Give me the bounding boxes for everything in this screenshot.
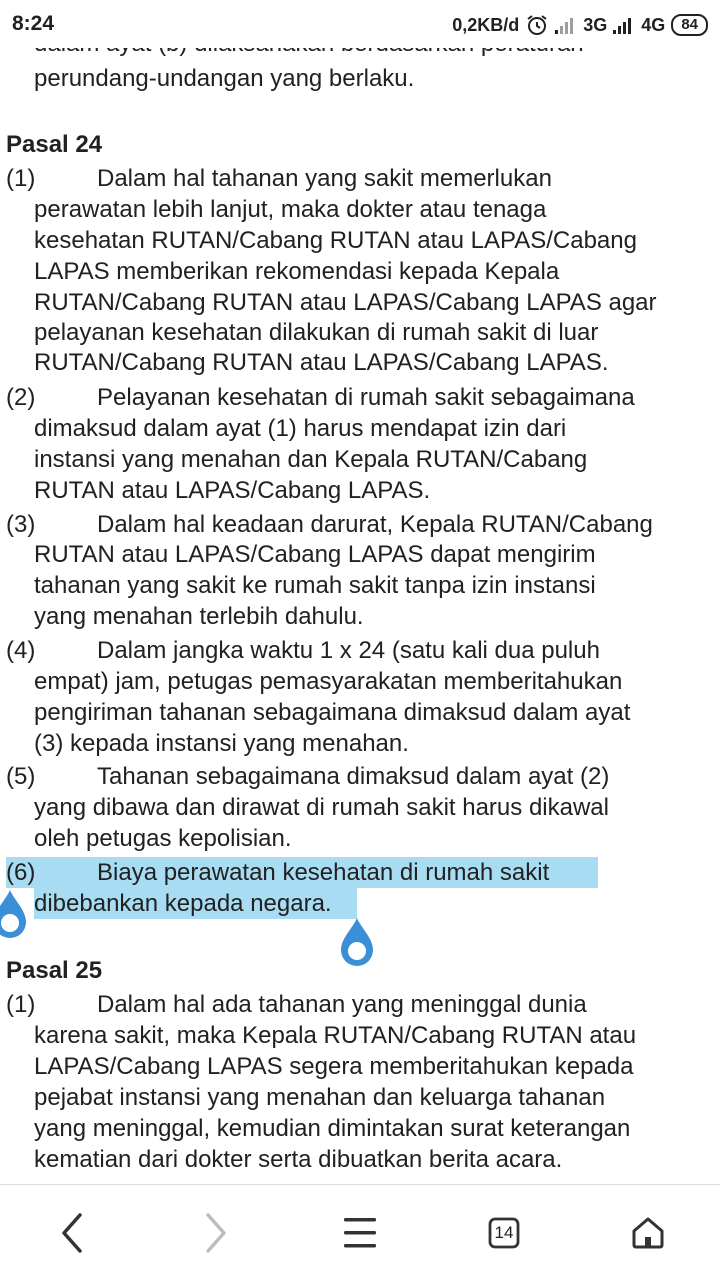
text-line: (3) kepada instansi yang menahan. bbox=[34, 730, 409, 757]
text-line: pengiriman tahanan sebagaimana dimaksud dalam ayat bbox=[34, 699, 631, 726]
tabs-icon bbox=[487, 1216, 521, 1250]
network-4g: 4G bbox=[641, 14, 666, 35]
selection-end-handle[interactable] bbox=[339, 918, 375, 975]
item-number: (1) bbox=[6, 165, 36, 192]
chevron-left-icon bbox=[60, 1213, 84, 1253]
signal-weak-icon bbox=[555, 15, 577, 35]
text-line: yang meninggal, kemudian dimintakan surat keterangan bbox=[34, 1115, 631, 1142]
text-line: RUTAN/Cabang RUTAN atau LAPAS/Cabang LAPAS. bbox=[34, 349, 609, 376]
tabs-button[interactable] bbox=[474, 1205, 534, 1261]
back-button[interactable] bbox=[42, 1205, 102, 1261]
text-line: kematian dari dokter serta dibuatkan berita acara. bbox=[34, 1146, 563, 1173]
item-number: (6) bbox=[6, 859, 36, 886]
text-line: perawatan lebih lanjut, maka dokter atau tenaga bbox=[34, 196, 547, 223]
text-line: Dalam jangka waktu 1 x 24 (satu kali dua puluh bbox=[97, 637, 600, 664]
item-number: (3) bbox=[6, 511, 36, 538]
menu-icon bbox=[344, 1216, 376, 1250]
selection-start-handle[interactable] bbox=[0, 890, 28, 947]
item-number: (2) bbox=[6, 384, 36, 411]
text-line: RUTAN/Cabang RUTAN atau LAPAS/Cabang LAPAS agar bbox=[34, 289, 657, 316]
selected-text-line: Biaya perawatan kesehatan di rumah sakit bbox=[97, 859, 550, 886]
text-line: tahanan yang sakit ke rumah sakit tanpa izin instansi bbox=[34, 572, 596, 599]
text-line: kesehatan RUTAN/Cabang RUTAN atau LAPAS/Cabang bbox=[34, 227, 637, 254]
text-line: karena sakit, maka Kepala RUTAN/Cabang RUTAN atau bbox=[34, 1022, 637, 1049]
signal-full-icon bbox=[613, 15, 635, 35]
menu-button[interactable] bbox=[330, 1205, 390, 1261]
pasal-24-heading: Pasal 24 bbox=[6, 131, 103, 158]
chevron-right-icon bbox=[204, 1213, 228, 1253]
battery-icon: 84 bbox=[671, 14, 708, 36]
text-line: Dalam hal tahanan yang sakit memerlukan bbox=[97, 165, 552, 192]
text-line: yang dibawa dan dirawat di rumah sakit harus dikawal bbox=[34, 794, 609, 821]
pasal-25-heading: Pasal 25 bbox=[6, 957, 103, 984]
document-view[interactable] bbox=[0, 48, 720, 1184]
item-number: (5) bbox=[6, 763, 36, 790]
selected-text-line: dibebankan kepada negara. bbox=[34, 890, 332, 917]
home-button[interactable] bbox=[618, 1205, 678, 1261]
text-line: pejabat instansi yang menahan dan keluarga tahanan bbox=[34, 1084, 606, 1111]
text-line: empat) jam, petugas pemasyarakatan memberitahukan bbox=[34, 668, 623, 695]
text-line: pelayanan kesehatan dilakukan di rumah sakit di luar bbox=[34, 319, 599, 346]
text-line: Tahanan sebagaimana dimaksud dalam ayat (2) bbox=[97, 763, 610, 790]
text-line: LAPAS memberikan rekomendasi kepada Kepala bbox=[34, 258, 560, 285]
alarm-icon bbox=[525, 13, 549, 37]
text-line: perundang-undangan yang berlaku. bbox=[34, 65, 415, 92]
text-line: dimaksud dalam ayat (1) harus mendapat izin dari bbox=[34, 415, 567, 442]
network-speed: 0,2KB/d bbox=[452, 14, 520, 35]
text-line: RUTAN atau LAPAS/Cabang LAPAS dapat mengirim bbox=[34, 541, 596, 568]
tab-count: 14 bbox=[494, 1223, 514, 1242]
home-icon bbox=[630, 1215, 666, 1251]
text-line: instansi yang menahan dan Kepala RUTAN/Cabang bbox=[34, 446, 588, 473]
status-time: 8:24 bbox=[12, 12, 55, 35]
text-line: Dalam hal ada tahanan yang meninggal dunia bbox=[97, 991, 587, 1018]
item-number: (4) bbox=[6, 637, 36, 664]
forward-button[interactable] bbox=[186, 1205, 246, 1261]
text-line: LAPAS/Cabang LAPAS segera memberitahukan kepada bbox=[34, 1053, 634, 1080]
text-line: Pelayanan kesehatan di rumah sakit sebagaimana bbox=[97, 384, 635, 411]
browser-bottom-bar bbox=[0, 1184, 720, 1281]
text-line: oleh petugas kepolisian. bbox=[34, 825, 292, 852]
network-3g: 3G bbox=[583, 14, 608, 35]
status-icons bbox=[452, 12, 708, 38]
text-line: Dalam hal keadaan darurat, Kepala RUTAN/Cabang bbox=[97, 511, 653, 538]
item-number: (1) bbox=[6, 991, 36, 1018]
text-line: RUTAN atau LAPAS/Cabang LAPAS. bbox=[34, 477, 431, 504]
status-bar bbox=[0, 0, 720, 48]
text-line: yang menahan terlebih dahulu. bbox=[34, 603, 364, 630]
